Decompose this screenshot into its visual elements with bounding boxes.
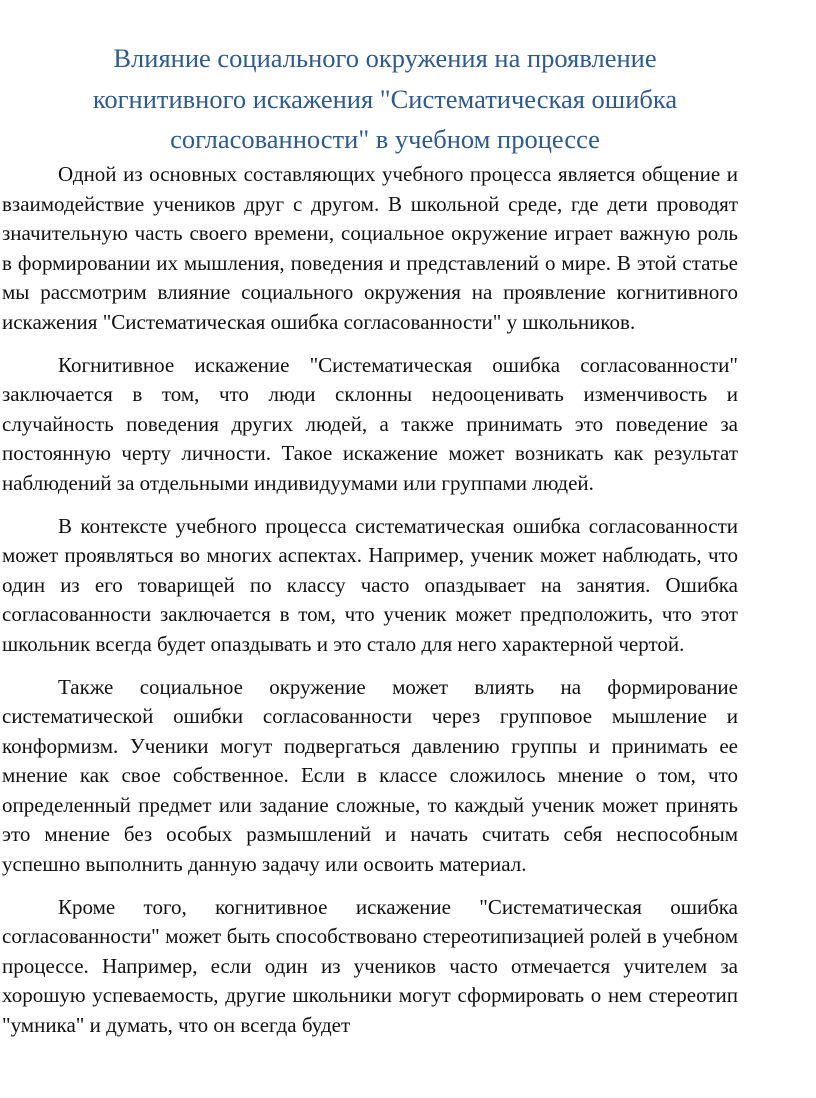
paragraph-5: Кроме того, когнитивное искажение "Систематическая ошибка согласованности" может быть способствовано стереотипизацией ролей в учебном процессе. Например, если один из учеников часто отмечается учителем за хорошую успеваемость, другие школьники могут сформировать о нем стереотип "умника" и думать, что он всегда будет <box>2 894 738 1038</box>
document-title: Влияние социального окружения на проявление когнитивного искажения "Систематическая ошибка согласованности" в учебном процессе <box>92 43 678 154</box>
paragraph-3: В контексте учебного процесса систематическая ошибка согласованности может проявляться во многих аспектах. Например, ученик может наблюдать, что один из его товарищей по классу часто опаздывает на занятия. Ошибка согласованности заключается в том, что ученик может предположить, что этот школьник всегда будет опаздывать и это стало для него характерной чертой. <box>2 513 738 656</box>
document-body <box>2 160 738 1054</box>
paragraph-2: Когнитивное искажение "Систематическая ошибка согласованности" заключается в том, что люди склонны недооценивать изменчивость и случайность поведения других людей, а также принимать это поведение за постоянную черту личности. Такое искажение может возникать как результат наблюдений за отдельными индивидуумами или группами людей. <box>2 352 738 495</box>
paragraph-1: Одной из основных составляющих учебного процесса является общение и взаимодействие учеников друг с другом. В школьной среде, где дети проводят значительную часть своего времени, социальное окружение играет важную роль в формировании их мышления, поведения и представлений о мире. В этой статье мы рассмотрим влияние социального окружения на проявление когнитивного искажения "Систематическая ошибка согласованности" у школьников. <box>2 162 738 334</box>
paragraph-4: Также социальное окружение может влиять на формирование систематической ошибки согласованности через групповое мышление и конформизм. Ученики могут подвергаться давлению группы и принимать ее мнение как свое собственное. Если в классе сложилось мнение о том, что определенный предмет или задание сложные, то каждый ученик может принять это мнение без особых размышлений и начать считать себя неспособным успешно выполнить данную задачу или освоить материал. <box>2 674 738 877</box>
